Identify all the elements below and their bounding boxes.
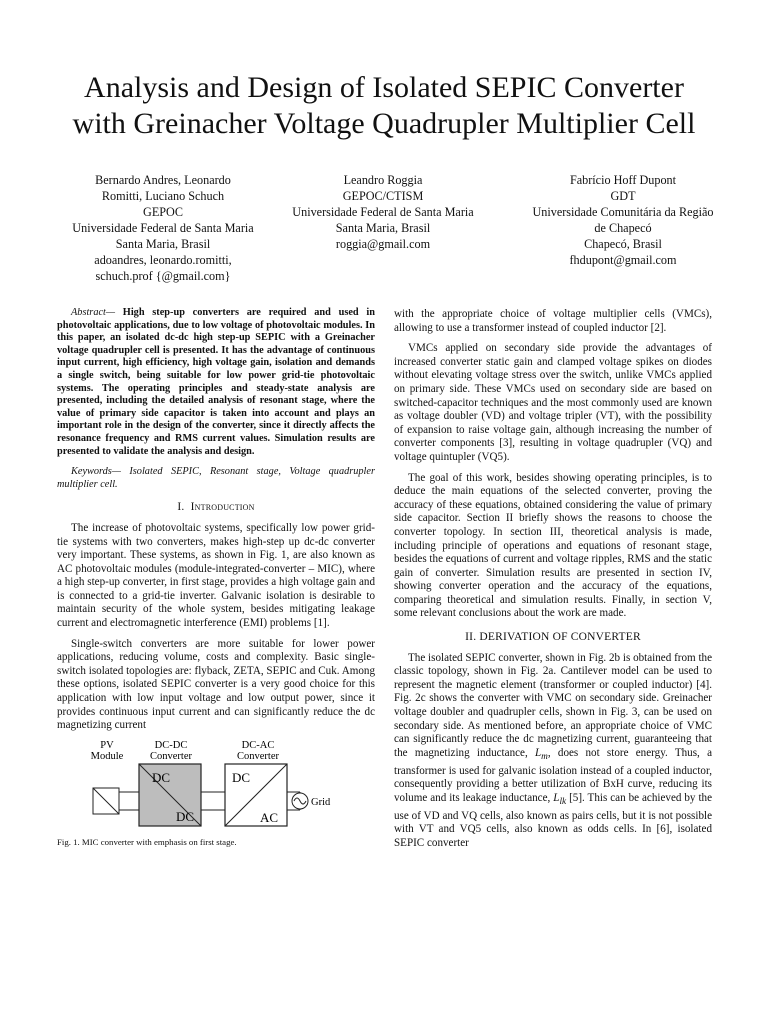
llk-subscript: lk (559, 797, 567, 808)
author-3-line: Fabrício Hoff Dupont (569, 173, 677, 187)
dcac-top-label: DC (231, 769, 251, 785)
figure-1-caption: Fig. 1. MIC converter with emphasis on first stage. (57, 836, 237, 847)
author-2-line: Santa Maria, Brasil (335, 221, 431, 235)
author-1-line: Bernardo Andres, Leonardo (95, 173, 231, 187)
author-2-line: Universidade Federal de Santa Maria (292, 205, 474, 219)
right-paragraph-0: with the appropriate choice of voltage multiplier cells (VMCs), allowing to use a transformer instead of coupled inductor [2]. (394, 308, 712, 334)
dcdc-top-label: DC (151, 769, 171, 785)
author-block-3 (508, 172, 738, 268)
pv-label-2: Module (90, 750, 124, 762)
pv-module-icon (93, 788, 119, 814)
author-2-line: roggia@gmail.com (335, 237, 431, 251)
dcac-label-1: DC-AC (241, 739, 275, 751)
figure-1 (57, 740, 375, 836)
right-paragraph-1: VMCs applied on secondary side provide the advantages of increased converter static gain and clamped voltage spikes on diodes without elevating voltage stress over the switch, unlike VMCs applied on primary side. These VMCs used on secondary side are based on switched-capacitor techniques and the most commonly used are known as voltage doubler (VD) and voltage tripler (VT), with the possibility of expansion to raise voltage gain, although increasing the number of converter components [3], resulting in voltage quadrupler (VQ) and voltage quintupler (VQ5). (394, 342, 712, 463)
dcac-label-2: Converter (237, 750, 279, 762)
pv-label-1: PV (100, 739, 114, 751)
right-paragraph-2: The goal of this work, besides showing operating principles, is to deduce the main equations of the selected converter, proving the accuracy of these equations, obtained considering the value of primary side capacitor. Section II briefly shows the reasons to choose the converter topology. In section III, theoretical analysis is made, including principle of operations and equations of resonant stage, besides the equations of current and voltage ripples, RMS and the static gain of converter. Simulation results are presented in section IV, showing converter operation and the accuracy of the equations, comparing theoretical and simulation results. Finally, in section V, some relevant conclusions about the work are made. (394, 471, 712, 620)
p3-part-b: , does not store energy. Thus, a transformer is used for galvanic isolation instead of a coupled inductor, consequently providing a better utilization of BxH curve, reducing its volume and its leakage inductance, (394, 746, 712, 804)
p3-part-c: [5]. This can be achieved by the use of VD and VQ cells, also known as pairs cells, but it is not possible with VT and VQ5 cells, also known as odds cells. In [6], isolated SEPIC converter (394, 791, 712, 849)
section-title: Introduction (190, 501, 255, 514)
author-3-line: GDT (610, 189, 636, 203)
author-3-line: Universidade Comunitária da Região (532, 205, 714, 219)
author-3-line: fhdupont@gmail.com (569, 253, 677, 267)
abstract-lead: Abstract— (71, 307, 116, 318)
abstract-text: High step-up converters are required and used in photovoltaic applications, due to low voltage of photovoltaic modules. In this paper, an isolated dc-dc high step-up SEPIC with a Greinacher voltage quadrupler cell is presented. It has the advantage of continuous input current, high efficiency, high voltage gain, isolation and demands a single switch, being suitable for low power grid-tie photovoltaic systems. The operating principles and steady-state analysis are presented, including the detailed analysis of resonant stage, where the value of primary side capacitor is taken into account and plays an important role in the design of the converter, since it directly affects the resonance frequency and RMS current values. Simulation results are presented to validate the analysis and design. (57, 307, 375, 457)
intro-paragraph-1: The increase of photovoltaic systems, specifically low power grid-tie systems with two converters, makes high-step up dc-dc converter very important. These systems, as shown in Fig. 1, are also known as AC photovoltaic modules (module-integrated-converter – MIC), where a high step-up converter, in first stage, provides a high voltage gain and is connected to a grid-tie inverter. Galvanic isolation is desirable to maintain security of the whole system, besides mitigating leakage current and electromagnetic interference (EMI) problems [1]. (57, 521, 375, 630)
left-column (57, 307, 375, 856)
author-block-1 (48, 172, 278, 284)
author-2-line: Leandro Roggia (343, 173, 423, 187)
author-1-line: Universidade Federal de Santa Maria (72, 221, 254, 235)
intro-paragraph-2: Single-switch converters are more suitable for lower power applications, reducing volume, costs and complexity. Basic single-switch isolated topologies are: flyback, ZETA, SEPIC and Cuk. Among these options, isolated SEPIC converter is a very good choice for this application with low input voltage and low output power, since it provides continuous input current and can significantly reduce the dc magnetizing current (57, 637, 375, 732)
dcac-bottom-label: AC (259, 809, 279, 825)
author-1-line: schuch.prof {@gmail.com} (95, 269, 231, 283)
section-heading-derivation: II. DERIVATION OF CONVERTER (465, 631, 641, 644)
figure-1-diagram (57, 740, 375, 836)
dcdc-label-2: Converter (150, 750, 192, 762)
grid-label: Grid (311, 796, 331, 808)
author-2-line: GEPOC/CTISM (342, 189, 424, 203)
paper-title (40, 70, 728, 142)
author-1-line: adoandres, leonardo.romitti, (94, 253, 232, 267)
lm-subscript: m (541, 752, 548, 763)
p3-part-a: The isolated SEPIC converter, shown in Fig. 2b is obtained from the classic topology, shown in Fig. 2a. Cantilever model can be used to represent the magnetic element (transformer or coupled inductor) [4]. Fig. 2c shows the converter with VMC on secondary side. Greinacher voltage doubler and quadrupler cells, shown in Fig. 3, can be used on secondary side. As mentioned before, an appropriate choice of VMC can significantly reduce the dc magnetizing current, guaranteeing that the magnetizing inductance, (394, 651, 712, 759)
section-heading-introduction (57, 501, 375, 515)
lm-symbol: L (535, 746, 542, 759)
author-1-line: Santa Maria, Brasil (115, 237, 211, 251)
dcdc-bottom-label: DC (175, 808, 195, 824)
llk-symbol: L (553, 791, 560, 804)
author-block-2 (270, 172, 496, 252)
dcdc-label-1: DC-DC (154, 739, 188, 751)
author-3-line: de Chapecó (594, 221, 652, 235)
author-1-line: Romitti, Luciano Schuch (101, 189, 225, 203)
right-paragraph-3 (394, 652, 712, 851)
title-line-1: Analysis and Design of Isolated SEPIC Converter (84, 71, 684, 104)
grid-source-icon (292, 793, 308, 809)
keywords: Keywords— Isolated SEPIC, Resonant stage, Voltage quadrupler multiplier cell. (57, 466, 375, 490)
right-column (394, 308, 712, 857)
title-line-2: with Greinacher Voltage Quadrupler Multiplier Cell (72, 107, 696, 140)
author-3-line: Chapecó, Brasil (584, 237, 662, 251)
abstract (57, 307, 375, 458)
author-1-line: GEPOC (143, 205, 183, 219)
section-number: I. (177, 501, 185, 514)
